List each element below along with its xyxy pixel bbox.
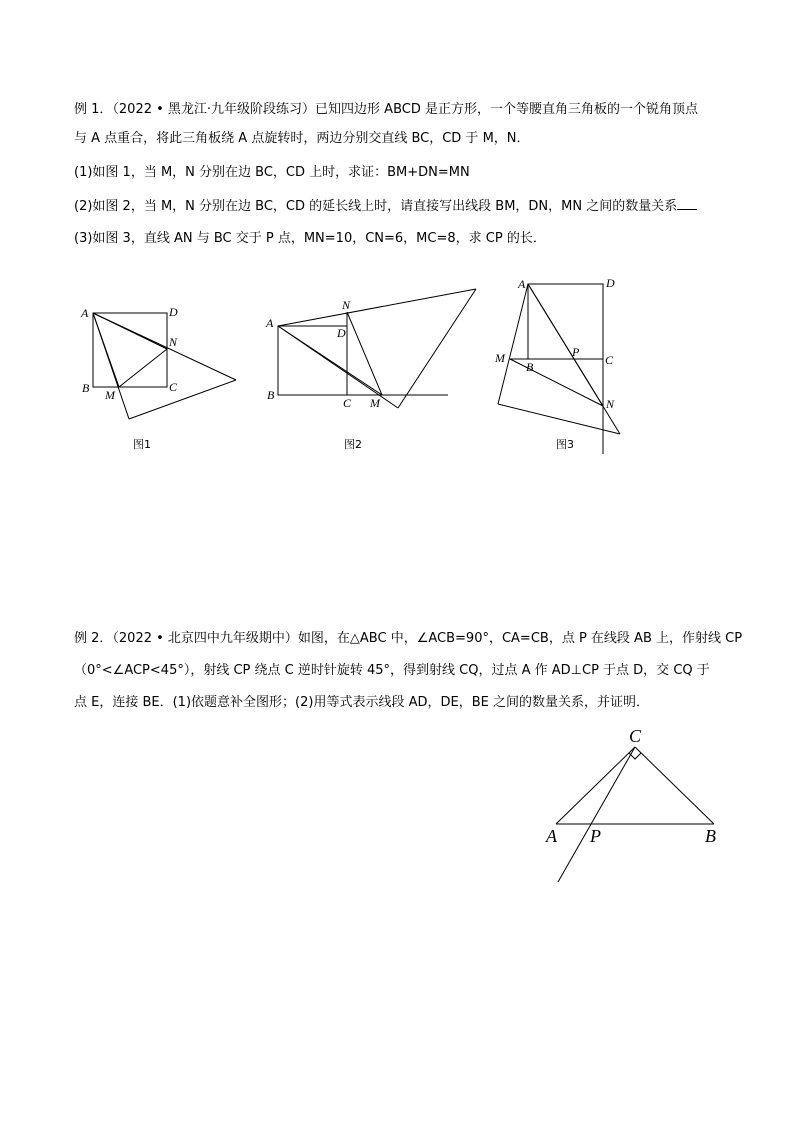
segment-nm-fig2 <box>347 312 382 395</box>
label-c-fig2: C <box>343 396 352 410</box>
segment-ca <box>556 747 635 824</box>
answer-blank <box>677 197 697 210</box>
label-m-fig3: M <box>495 351 505 365</box>
figure-1 <box>76 300 246 460</box>
example1-question2 <box>74 197 697 217</box>
segment-mn-fig1 <box>119 349 167 387</box>
label-b-fig3: B <box>526 360 534 374</box>
figure-example2 <box>540 724 730 889</box>
label-a-fig1: A <box>81 306 89 320</box>
caption-fig1: 图1 <box>133 438 151 451</box>
triangle-side-1-fig3 <box>498 284 528 404</box>
label-d-fig1: D <box>169 305 178 319</box>
question2-text: (2)如图 2，当 M，N 分别在边 BC，CD 的延长线上时，请直接写出线段 BM，DN，MN 之间的数量关系 <box>74 199 678 214</box>
label-a-ex2: A <box>546 826 557 846</box>
label-c-ex2: C <box>629 726 642 746</box>
label-d-fig3: D <box>606 276 615 290</box>
label-b-fig1: B <box>82 381 90 395</box>
example1-line1: 例 1．（2022 • 黑龙江·九年级阶段练习）已知四边形 ABCD 是正方形，一个等腰直角三角板的一个锐角顶点 <box>74 102 698 117</box>
example2-line3: 点 E，连接 BE．(1)依题意补全图形；(2)用等式表示线段 AD，DE，BE 之间的数量关系，并证明． <box>74 695 649 710</box>
triangle-side-3-fig3 <box>498 404 620 434</box>
label-a-fig2: A <box>266 316 274 330</box>
label-p-ex2: P <box>590 826 601 846</box>
caption-fig3: 图3 <box>556 438 574 451</box>
example2-line2: （0°<∠ACP<45°），射线 CP 绕点 C 逆时针旋转 45°，得到射线 CQ，过点 A 作 AD⊥CP 于点 D，交 CQ 于 <box>74 663 710 678</box>
segment-cb <box>635 747 714 824</box>
example1-question3: (3)如图 3，直线 AN 与 BC 交于 P 点，MN=10，CN=6，MC=8，求 CP 的长． <box>74 231 546 246</box>
example1-line2: 与 A 点重合，将此三角板绕 A 点旋转时，两边分别交直线 BC，CD 于 M，N． <box>74 131 530 146</box>
figure-2 <box>262 286 482 456</box>
label-a-fig3: A <box>518 277 526 291</box>
label-c-fig3: C <box>605 353 614 367</box>
label-m-fig1: M <box>105 388 115 402</box>
triangle-side-2-fig1 <box>93 313 129 419</box>
triangle-side-3-fig2 <box>398 289 476 408</box>
label-n-fig2: N <box>342 298 351 312</box>
triangle-side-3-fig1 <box>129 380 236 419</box>
figure-3 <box>490 272 630 457</box>
triangle-side-1-fig1 <box>93 313 236 380</box>
label-c-fig1: C <box>169 380 178 394</box>
label-n-fig3: N <box>606 397 615 411</box>
ray-cp <box>558 747 635 882</box>
caption-fig2: 图2 <box>344 438 362 451</box>
label-n-fig1: N <box>169 335 178 349</box>
example1-question1: (1)如图 1，当 M，N 分别在边 BC，CD 上时，求证：BM+DN=MN <box>74 165 470 180</box>
example2-line1: 例 2．（2022 • 北京四中九年级期中）如图，在△ABC 中，∠ACB=90°，CA=CB，点 P 在线段 AB 上，作射线 CP <box>74 631 743 646</box>
label-d-fig2: D <box>337 326 346 340</box>
triangle-side-1-fig2 <box>278 289 476 326</box>
square-abcd-fig1 <box>93 313 167 387</box>
label-b-ex2: B <box>705 826 716 846</box>
label-m-fig2: M <box>370 396 380 410</box>
label-p-fig3: P <box>572 345 580 359</box>
label-b-fig2: B <box>267 388 275 402</box>
square-abcd-fig3 <box>528 284 603 359</box>
